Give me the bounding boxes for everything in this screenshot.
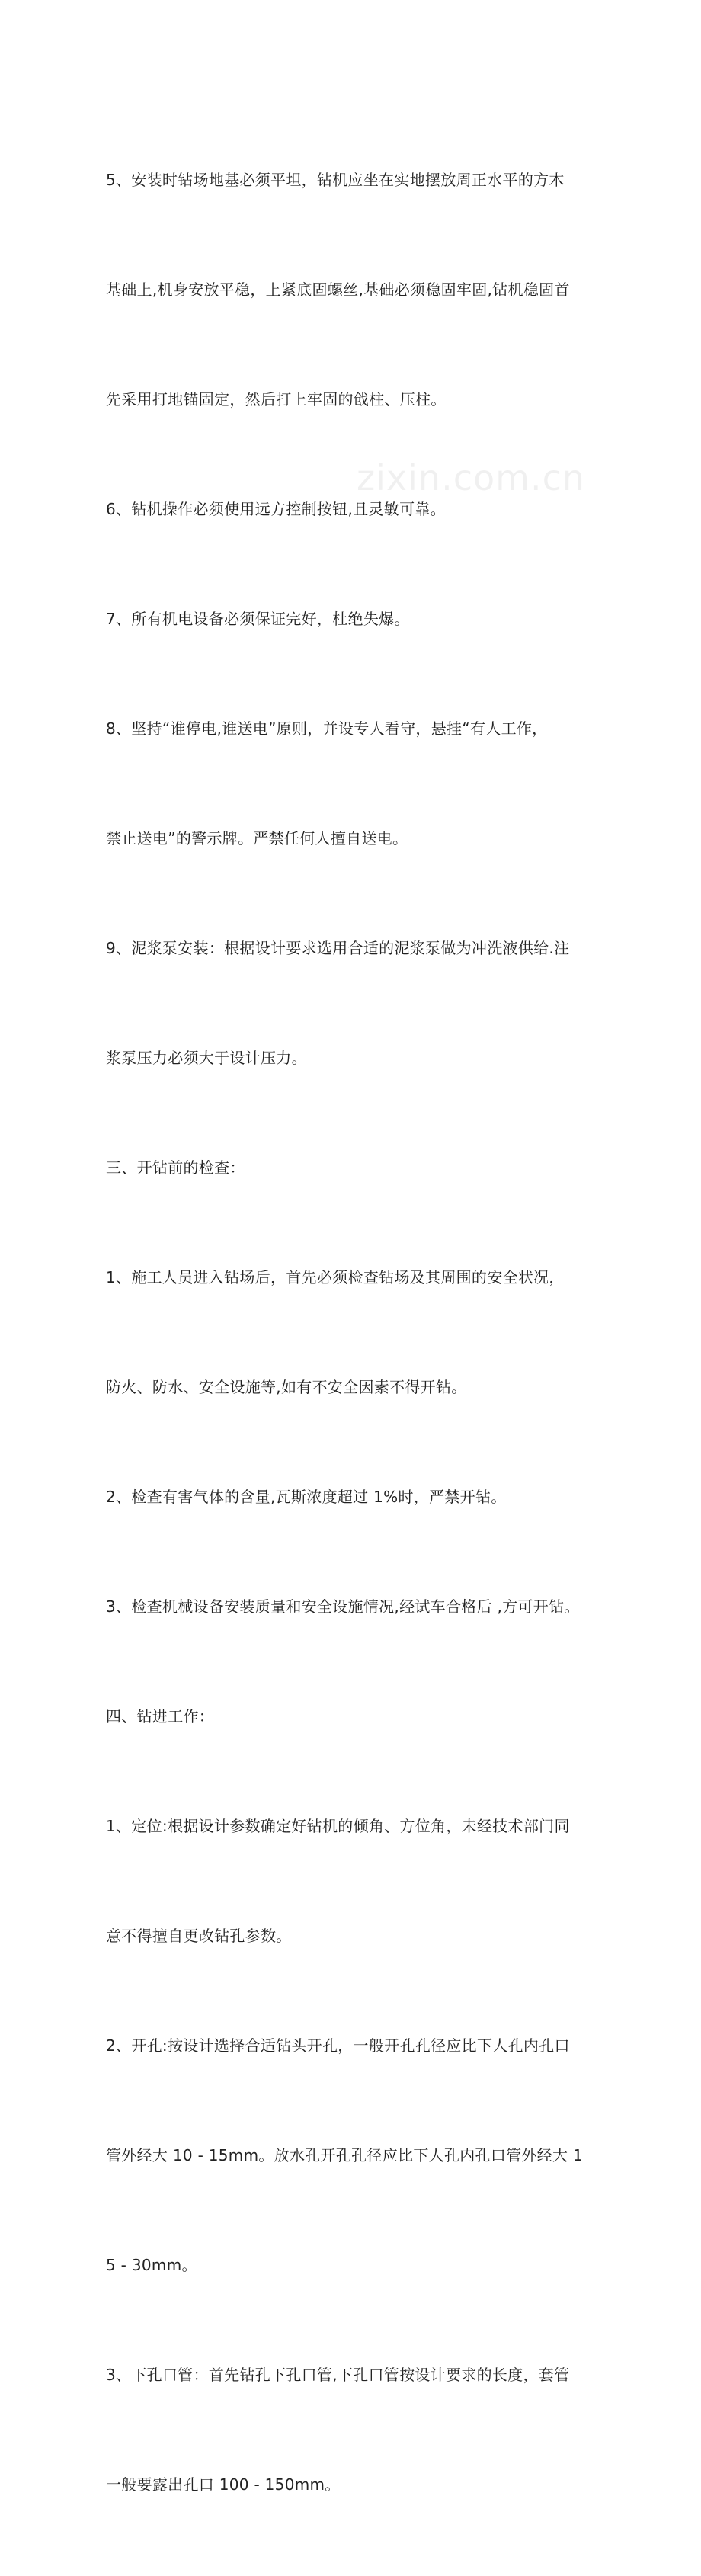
text-line: 浆泵压力必须大于设计压力。	[106, 1049, 307, 1067]
section-heading: 三、开钻前的检查：	[106, 1158, 245, 1177]
text-line: 3、检查机械设备安装质量和安全设施情况,经试车合格后 ,方可开钻。	[106, 1597, 580, 1616]
text-line: 基础上,机身安放平稳，上紧底固螺丝,基础必须稳固牢固,钻机稳固首	[106, 280, 570, 299]
text-line: 5、安装时钻场地基必须平坦，钻机应坐在实地摆放周正水平的方木	[106, 171, 565, 189]
text-line: 禁止送电”的警示牌。严禁任何人擅自送电。	[106, 829, 408, 847]
section-heading: 四、钻进工作：	[106, 1707, 215, 1725]
text-line: 防火、防水、安全设施等,如有不安全因素不得开钻。	[106, 1378, 467, 1396]
text-line: 8、坚持“谁停电,谁送电”原则，并设专人看守，悬挂“有人工作，	[106, 719, 548, 738]
text-line: 3、下孔口管：首先钻孔下孔口管,下孔口管按设计要求的长度，套管	[106, 2366, 570, 2384]
text-line: 意不得擅自更改钻孔参数。	[106, 1927, 292, 1945]
text-line: 2、开孔:按设计选择合适钻头开孔，一般开孔孔径应比下人孔内孔口	[106, 2036, 570, 2055]
document-body	[106, 88, 601, 2576]
text-line: 6、钻机操作必须使用远方控制按钮,且灵敏可靠。	[106, 500, 446, 518]
text-line: 1、施工人员进入钻场后，首先必须检查钻场及其周围的安全状况，	[106, 1268, 565, 1286]
text-line: 2、检查有害气体的含量,瓦斯浓度超过 1%时，严禁开钻。	[106, 1488, 507, 1506]
text-line: 1、定位:根据设计参数确定好钻机的倾角、方位角，未经技术部门同	[106, 1817, 570, 1835]
text-line: 5 - 30mm。	[106, 2256, 197, 2274]
text-line: 9、泥浆泵安装：根据设计要求选用合适的泥浆泵做为冲洗液供给.注	[106, 939, 570, 957]
watermark: zixin.com.cn	[357, 457, 586, 498]
text-line: 先采用打地锚固定，然后打上牢固的戗柱、压柱。	[106, 390, 447, 409]
text-line: 管外经大 10 - 15mm。放水孔开孔孔径应比下人孔内孔口管外经大 1	[106, 2146, 584, 2164]
text-line: 7、所有机电设备必须保证完好，杜绝失爆。	[106, 610, 410, 628]
text-line: 一般要露出孔口 100 - 150mm。	[106, 2475, 341, 2494]
